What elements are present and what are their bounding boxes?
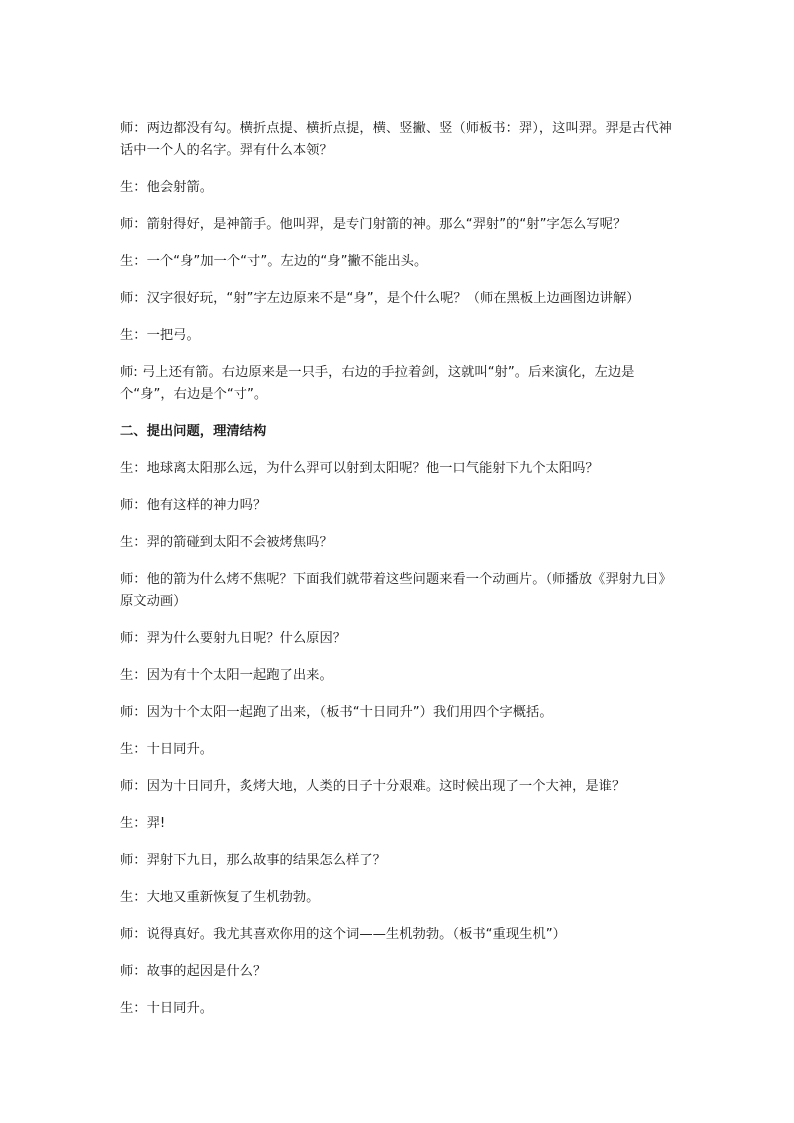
paragraph-teacher: 师：箭射得好，是神箭手。他叫羿，是专门射箭的神。那么“羿射”的“射”字怎么写呢？ bbox=[120, 217, 627, 232]
paragraph-teacher: 师：因为十日同升，炙烤大地，人类的日子十分艰难。这时候出现了一个大神，是谁？ bbox=[120, 779, 626, 794]
paragraph-student: 生：羿! bbox=[120, 816, 166, 831]
paragraph-student: 生：十日同升。 bbox=[120, 1001, 214, 1016]
paragraph-teacher: 师：羿射下九日，那么故事的结果怎么样了？ bbox=[120, 853, 386, 868]
paragraph-teacher: 师：汉字很好玩，“射”字左边原来不是“身”，是个什么呢？（师在黑板上边画图边讲解） bbox=[120, 291, 640, 306]
paragraph-student: 生：羿的箭碰到太阳不会被烤焦吗？ bbox=[120, 535, 333, 550]
paragraph-student: 生：地球离太阳那么远，为什么羿可以射到太阳呢？他一口气能射下九个太阳吗？ bbox=[120, 461, 599, 476]
paragraph-teacher: 师：说得真好。我尤其喜欢你用的这个词——生机勃勃。（板书“重现生机”） bbox=[120, 927, 566, 942]
paragraph-student: 生：因为有十个太阳一起跑了出来。 bbox=[120, 668, 333, 683]
paragraph-teacher: 师：他有这样的神力吗？ bbox=[120, 498, 267, 513]
paragraph-student: 生：一把弓。 bbox=[120, 328, 200, 343]
paragraph-teacher: 师：因为十个太阳一起跑了出来，（板书“十日同升”）我们用四个字概括。 bbox=[120, 705, 553, 720]
document-body bbox=[120, 118, 680, 1035]
paragraph-teacher: 师: 弓上还有箭。右边原来是一只手，右边的手拉着剑，这就叫“射”。后来演化，左边是个“身”，右边是个“寸”。 bbox=[120, 365, 635, 402]
section-heading: 二、提出问题，理清结构 bbox=[120, 424, 267, 439]
paragraph-student: 生：大地又重新恢复了生机勃勃。 bbox=[120, 890, 320, 905]
paragraph-teacher: 师：故事的起因是什么？ bbox=[120, 964, 267, 979]
paragraph-teacher: 师：两边都没有勾。横折点提、横折点提，横、竖撇、竖（师板书：羿），这叫羿。羿是古代神话中一个人的名字。羿有什么本领？ bbox=[120, 121, 672, 158]
paragraph-student: 生：他会射箭。 bbox=[120, 180, 214, 195]
paragraph-student: 生：十日同升。 bbox=[120, 742, 214, 757]
paragraph-teacher: 师：羿为什么要射九日呢？什么原因？ bbox=[120, 631, 347, 646]
paragraph-teacher: 师：他的箭为什么烤不焦呢？下面我们就带着这些问题来看一个动画片。（师播放《羿射九日》原文动画） bbox=[120, 572, 672, 609]
paragraph-student: 生：一个“身”加一个“寸”。左边的“身”撇不能出头。 bbox=[120, 254, 428, 269]
